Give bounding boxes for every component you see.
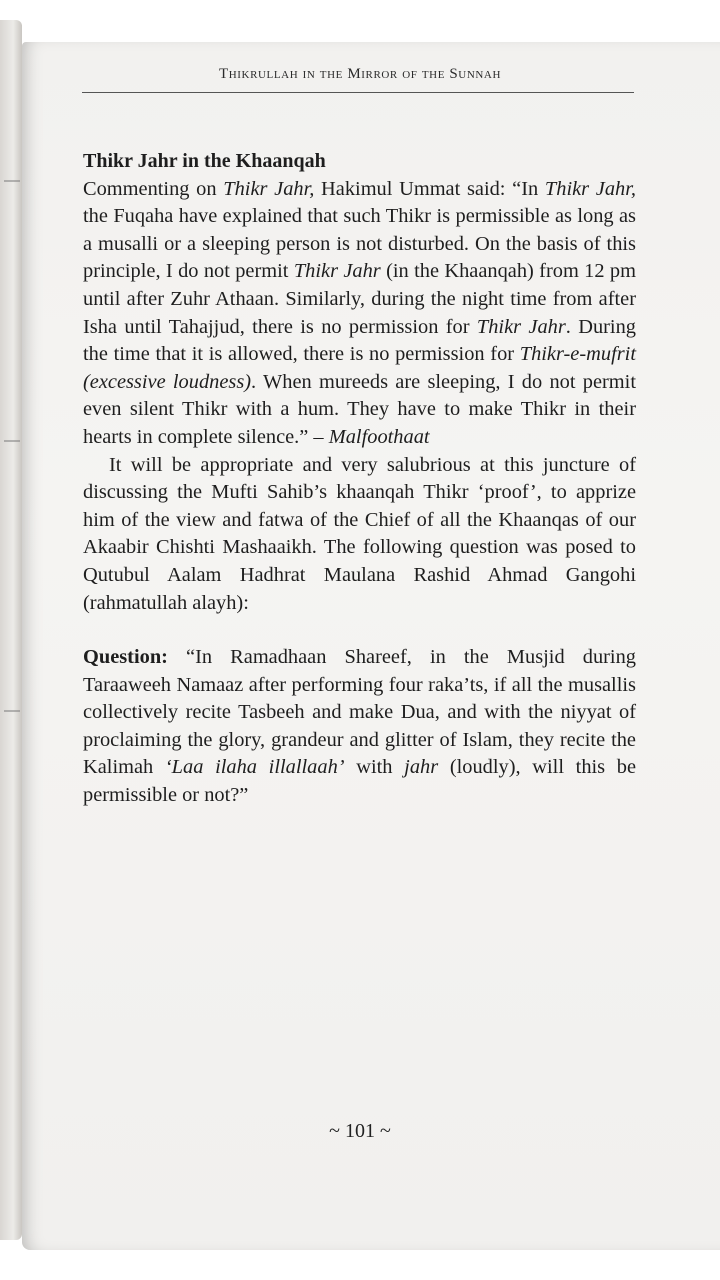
paragraph-thikr-jahr [83, 176, 636, 452]
italic-run: Thikr-e-mufrit (excessive loudness) [83, 343, 636, 393]
paragraph-appropriate: It will be appropriate and very salubrious at this juncture of discussing the Mufti Sahib’s khaanqah Thikr ‘proof’, to apprize him of the view and fatwa of the Chief of all the Khaanqas of our Akaabir Chishti Mashaaikh. The following question was posed to Qutubul Aalam Hadhrat Maulana Rashid Ahmad Gangohi (rahmatullah alayh): [83, 453, 636, 614]
italic-run: jahr [404, 756, 439, 779]
italic-run: Thikr Jahr [476, 315, 566, 338]
text-run: “In Ramadhaan Shareef, in the Musjid during Taraaweeh Namaaz after performing four raka’ts, if all the musallis collectively recite Tasbeeh and make Dua, and with the niyyat of proclaiming the glory, grandeur and glitter of Islam, they recite the Kalimah [83, 646, 636, 779]
running-head: Thikrullah in the Mirror of the Sunnah [218, 66, 502, 82]
page-edge-mark [4, 180, 20, 182]
text-run: (loudly), will this be permissible or not?” [83, 756, 637, 807]
text-run: (in the Khaanqah) from 12 pm until after Zuhr Athaan. Similarly, during the night time from after Isha until Tahajjud, there is no permission for [83, 260, 636, 338]
text-run: . When mureeds are sleeping, I do not permit even silent Thikr with a hum. They have to make Thikr in their hearts in complete silence.” – [83, 370, 636, 448]
text-run: . During the time that it is allowed, there is no permission for [83, 315, 636, 366]
text-run: with [344, 756, 405, 779]
italic-run: Thikr Jahr [293, 260, 381, 283]
page-body [83, 148, 636, 810]
left-page-edge [0, 20, 22, 1240]
question-label: Question: [83, 646, 168, 669]
italic-run: ‘Laa ilaha illallaah’ [164, 756, 345, 779]
source-citation: Malfoothaat [328, 425, 430, 448]
paragraph-question [83, 644, 636, 810]
text-run: Commenting on [83, 177, 224, 200]
page-edge-mark [4, 440, 20, 442]
text-run: Hakimul Ummat said: “In [314, 177, 545, 200]
section-heading: Thikr Jahr in the Khaanqah [83, 150, 326, 172]
page-number: ~ 101 ~ [329, 1120, 391, 1142]
italic-run: Thikr Jahr, [223, 177, 315, 200]
page-edge-mark [4, 710, 20, 712]
header-rule [82, 92, 634, 93]
text-run: the Fuqaha have explained that such Thikr is permissible as long as a musalli or a sleeping person is not disturbed. On the basis of this principle, I do not permit [83, 205, 636, 283]
paragraph-spacer [83, 617, 636, 644]
italic-run: Thikr Jahr, [544, 177, 636, 200]
